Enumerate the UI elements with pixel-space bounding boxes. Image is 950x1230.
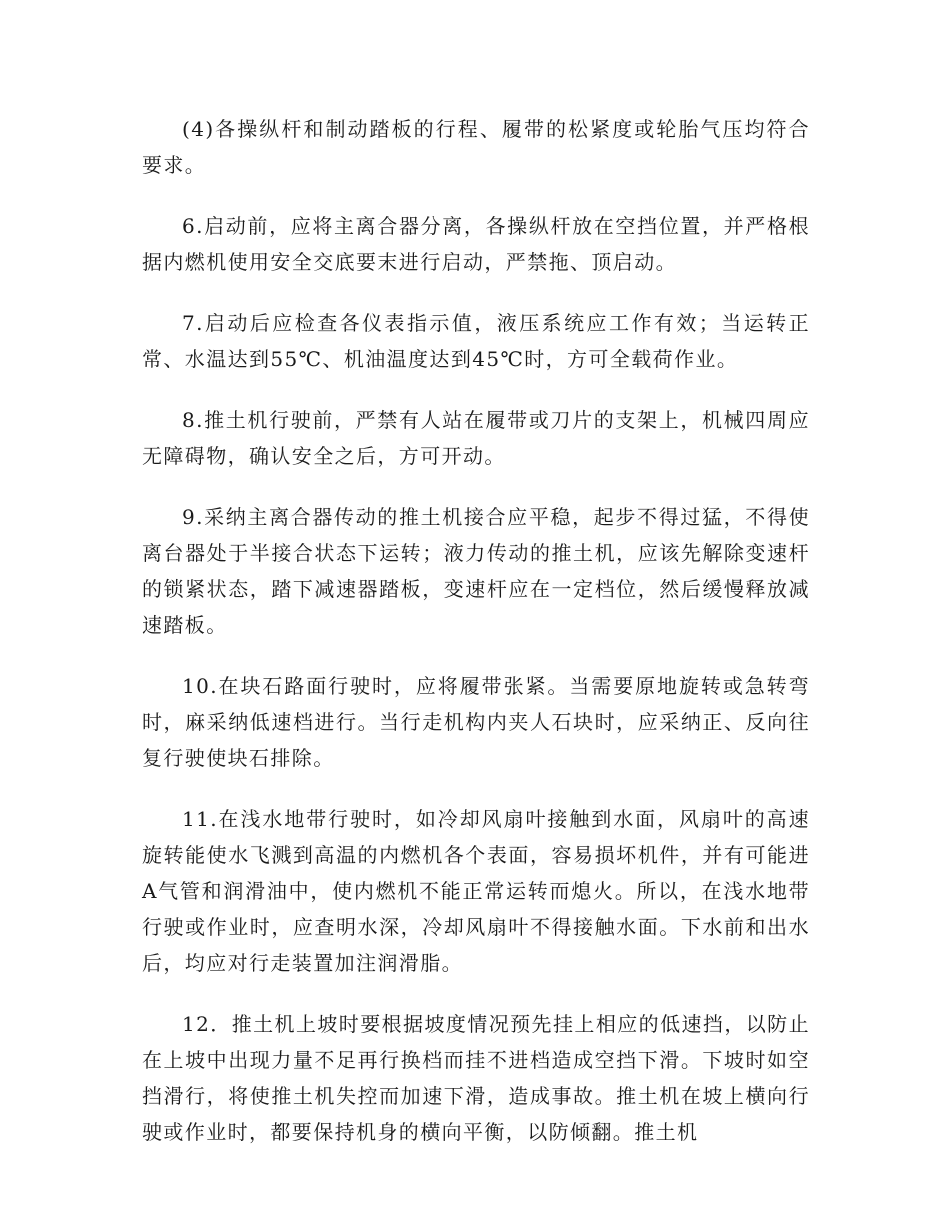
paragraph-item-4: (4)各操纵杆和制动踏板的行程、履带的松紧度或轮胎气压均符合要求。: [142, 117, 810, 177]
paragraph-item-10: 10.在块石路面行驶时，应将履带张紧。当需要原地旋转或急转弯时，麻采纳低速档进行。当行走机构内夹人石块时，应采纳正、反向往复行驶使块石排除。: [142, 674, 810, 770]
paragraph-item-7: 7.启动后应检查各仪表指示值，液压系统应工作有效；当运转正常、水温达到55℃、机油温度达到45℃时，方可全载荷作业。: [142, 311, 810, 371]
paragraph-item-12: 12．推土机上坡时要根据坡度情况预先挂上相应的低速挡，以防止在上坡中出现力量不足再行换档而挂不进档造成空挡下滑。下坡时如空挡滑行，将使推土机失控而加速下滑，造成事故。推土机在坡上横向行驶或作业时，都要保持机身的横向平衡，以防倾翻。推土机: [142, 1012, 810, 1144]
paragraph-item-11: 11.在浅水地带行驶时，如冷却风扇叶接触到水面，风扇叶的高速旋转能使水飞溅到高温的内燃机各个表面，容易损坏机件，并有可能进A气管和润滑油中，使内燃机不能正常运转而熄火。所以，在浅水地带行驶或作业时，应查明水深，冷却风扇叶不得接触水面。下水前和出水后，均应对行走装置加注润滑脂。: [142, 807, 810, 975]
paragraph-item-9: 9.采纳主离合器传动的推土机接合应平稳，起步不得过猛，不得使离台器处于半接合状态下运转；液力传动的推土机，应该先解除变速杆的锁紧状态，踏下减速器踏板，变速杆应在一定档位，然后缓慢释放减速踏板。: [142, 505, 810, 637]
document-body: [142, 111, 810, 1150]
paragraph-item-8: 8.推土机行驶前，严禁有人站在履带或刀片的支架上，机械四周应无障碍物，确认安全之后，方可开动。: [142, 408, 810, 468]
paragraph-item-6: 6.启动前，应将主离合器分离，各操纵杆放在空挡位置，并严格根据内燃机使用安全交底要末进行启动，严禁拖、顶启动。: [142, 214, 810, 274]
